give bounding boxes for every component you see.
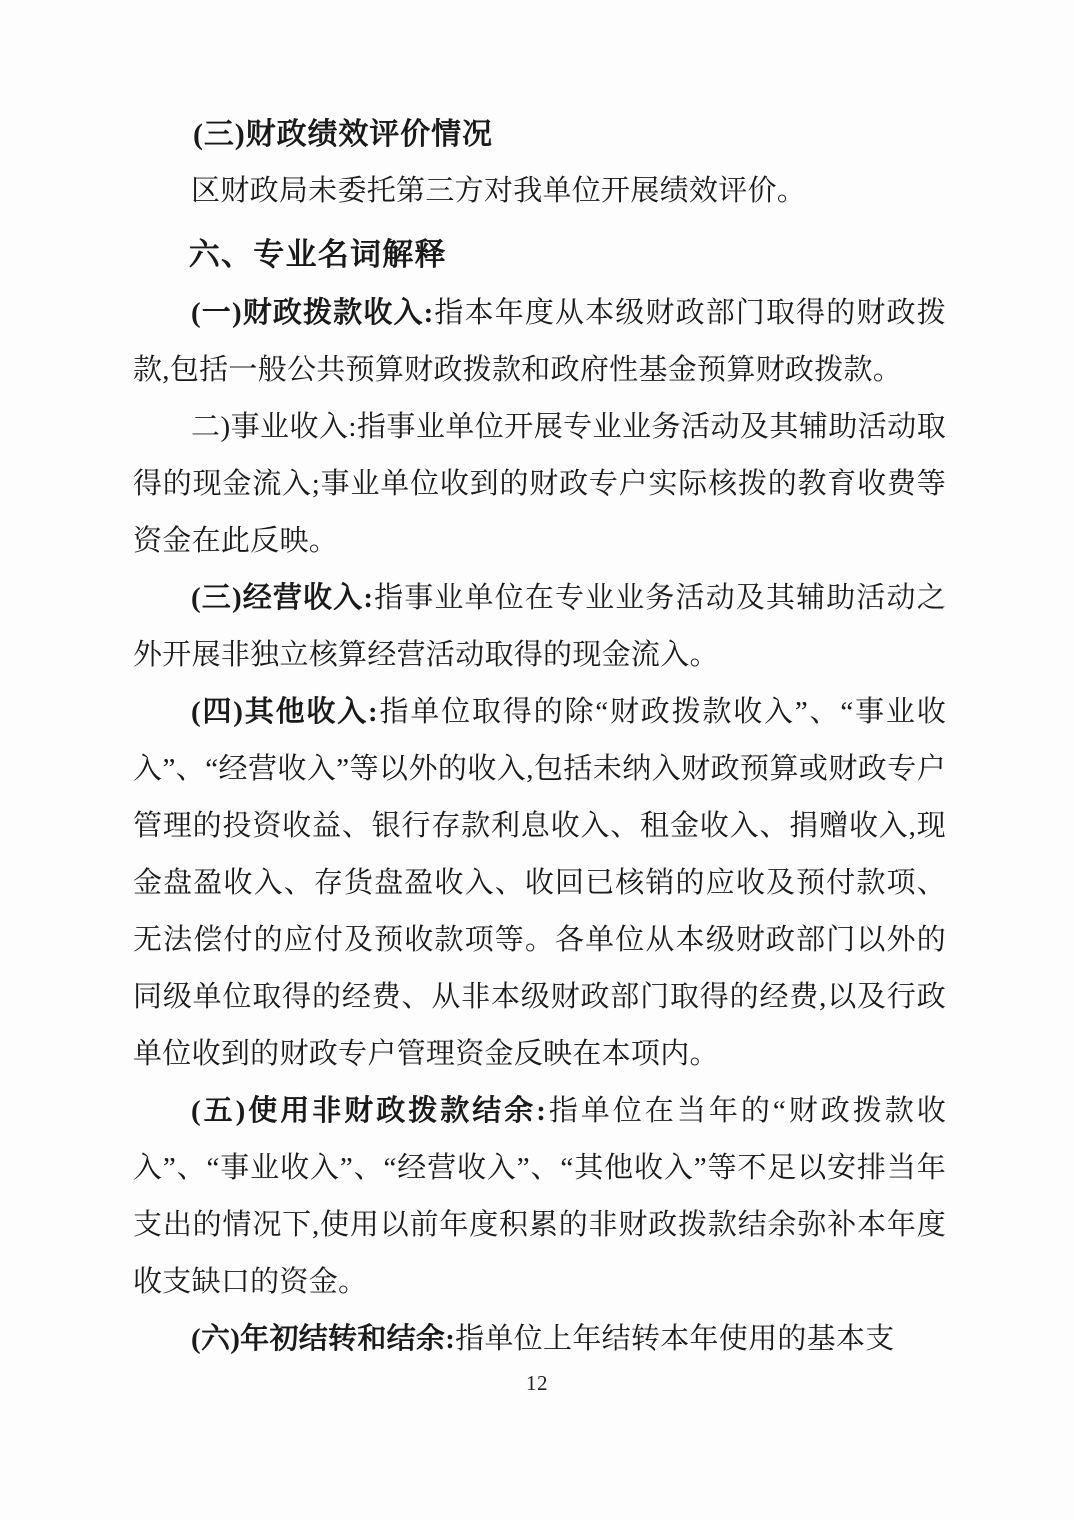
glossary-term-carryover-beginning-year: [133, 1311, 946, 1368]
term-definition: 指单位上年结转本年使用的基本支: [455, 1323, 895, 1355]
glossary-term-fiscal-appropriation-income: [133, 285, 946, 399]
glossary-term-business-income: [133, 570, 946, 684]
term-definition: 指事业单位开展专业业务活动及其辅助活动取得的现金流入;事业单位收到的财政专户实际核拨的教育收费等资金在此反映。: [133, 411, 946, 557]
page-number: 12: [526, 1371, 548, 1395]
term-definition: 指单位取得的除“财政拨款收入”、“事业收入”、“经营收入”等以外的收入,包括未纳入财政预算或财政专户管理的投资收益、银行存款利息收入、租金收入、捐赠收入,现金盘盈收入、存货盘盈收入、收回已核销的应收及预付款项、无法偿付的应付及预收款项等。各单位从本级财政部门以外的同级单位取得的经费、从非本级财政部门取得的经费,以及行政单位收到的财政专户管理资金反映在本项内。: [133, 696, 946, 1070]
term-lead: 二)事业收入:: [191, 411, 357, 443]
glossary-term-non-fiscal-surplus: [133, 1083, 946, 1311]
section-heading-performance-evaluation: (三)财政绩效评价情况: [193, 118, 493, 151]
term-lead: (五)使用非财政拨款结余:: [191, 1095, 547, 1127]
term-lead: (一)财政拨款收入:: [191, 297, 434, 329]
glossary-term-operating-income-public: [133, 399, 946, 570]
glossary-term-other-income: [133, 684, 946, 1083]
term-lead: (六)年初结转和结余:: [191, 1323, 456, 1355]
section-heading-glossary: 六、专业名词解释: [188, 237, 447, 272]
paragraph-performance-evaluation: 区财政局未委托第三方对我单位开展绩效评价。: [191, 175, 807, 207]
term-definition: 指事业单位在专业业务活动及其辅助活动之外开展非独立核算经营活动取得的现金流入。: [133, 582, 946, 671]
term-definition: 指本年度从本级财政部门取得的财政拨款,包括一般公共预算财政拨款和政府性基金预算财政拨款。: [133, 297, 947, 386]
term-lead: (三)经营收入:: [191, 582, 374, 614]
term-definition: 指单位在当年的“财政拨款收入”、“事业收入”、“经营收入”、“其他收入”等不足以安排当年支出的情况下,使用以前年度积累的非财政拨款结余弥补本年度收支缺口的资金。: [133, 1095, 946, 1298]
term-lead: (四)其他收入:: [191, 696, 378, 728]
